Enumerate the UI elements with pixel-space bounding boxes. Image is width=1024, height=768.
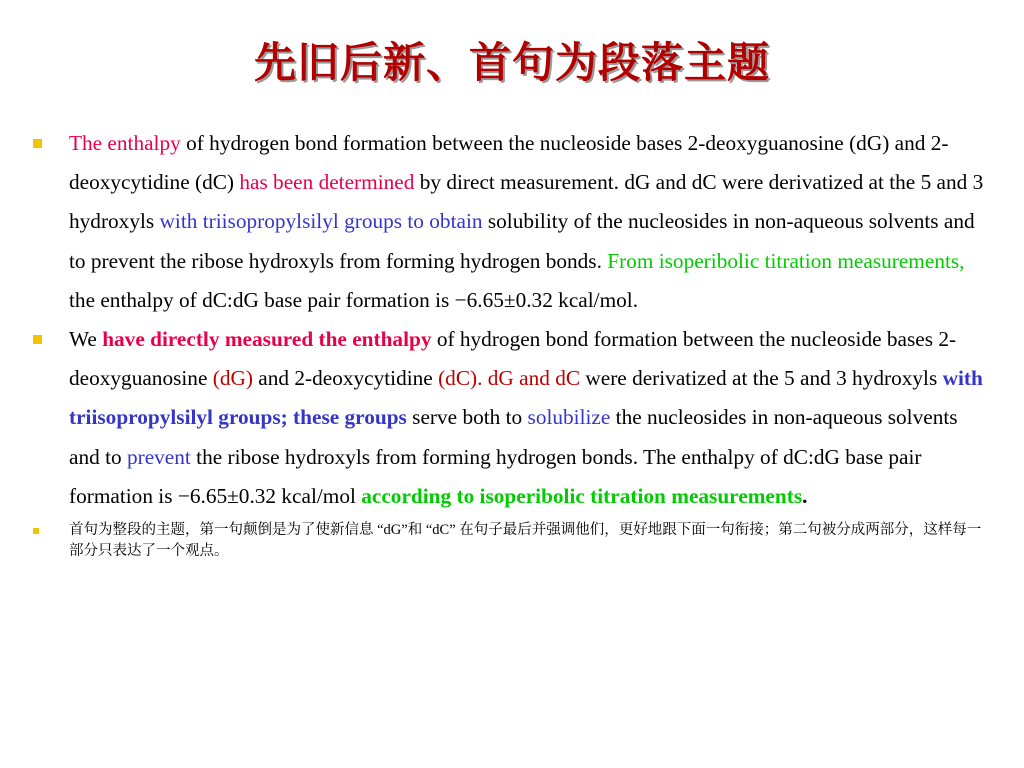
text-segment: the nucleosides in non-aqueous solvents and to (69, 405, 958, 469)
bullet-square-icon (33, 139, 42, 148)
bullet-square-icon (33, 335, 42, 344)
chinese-note-text: 首句为整段的主题，第一句颠倒是为了使新信息 “dG”和 “dC” 在句子最后并强调他们，更好地跟下面一句衔接；第二句被分成两部分，这样每一部分只表达了一个观点。 (69, 522, 982, 560)
bullet-square-icon (33, 528, 39, 534)
text-segment: were derivatized at the 5 and 3 hydroxyls (580, 366, 943, 391)
text-segment-period: . (802, 483, 808, 508)
bullet-revised-paragraph (0, 320, 1024, 516)
bullet-original-paragraph (0, 124, 1024, 320)
highlight-dc-dg-and-dc: (dC). dG and dC (438, 366, 581, 391)
highlight-the-enthalpy: The enthalpy (69, 131, 181, 155)
highlight-solubilize: solubilize (527, 405, 611, 430)
slide-title: 先旧后新、首句为段落主题 (253, 41, 770, 87)
text-segment: the enthalpy of dC:dG base pair formation is −6.65±0.32 kcal/mol. (69, 287, 639, 312)
highlight-with-triisopropylsilyl: with triisopropylsilyl groups to obtain (159, 209, 483, 234)
highlight-have-directly-measured: have directly measured the enthalpy (102, 327, 432, 352)
bullet-chinese-note (0, 520, 1024, 562)
text-segment: serve both to (406, 405, 528, 430)
highlight-has-been-determined: has been determined (239, 170, 415, 195)
text-segment: solubility of the nucleosides in non-aqueous solvents and to prevent the ribose hydroxyls from forming hydrogen bonds. (69, 209, 975, 273)
text-segment: the ribose hydroxyls from forming hydrogen bonds. The enthalpy of dC:dG base pair formation is −6.65±0.32 kcal/mol (69, 444, 922, 508)
text-segment: and 2-deoxycytidine (252, 366, 439, 391)
text-segment: We (69, 327, 103, 352)
bullet-list (0, 124, 1024, 562)
text-segment: of hydrogen bond formation between the nucleoside bases 2-deoxyguanosine (dG) and 2-deoxycytidine (dC) (69, 131, 949, 195)
highlight-according-to-isoperibolic: according to isoperibolic titration measurements (361, 483, 803, 508)
text-segment: of hydrogen bond formation between the nucleoside bases 2-deoxyguanosine (69, 327, 957, 391)
highlight-triisopropylsilyl-groups: with triisopropylsilyl groups; these groups (69, 366, 983, 430)
highlight-dg: (dG) (212, 366, 253, 391)
highlight-from-isoperibolic: From isoperibolic titration measurements, (607, 248, 965, 273)
text-segment: by direct measurement. dG and dC were derivatized at the 5 and 3 hydroxyls (69, 170, 984, 234)
highlight-prevent: prevent (126, 444, 191, 469)
